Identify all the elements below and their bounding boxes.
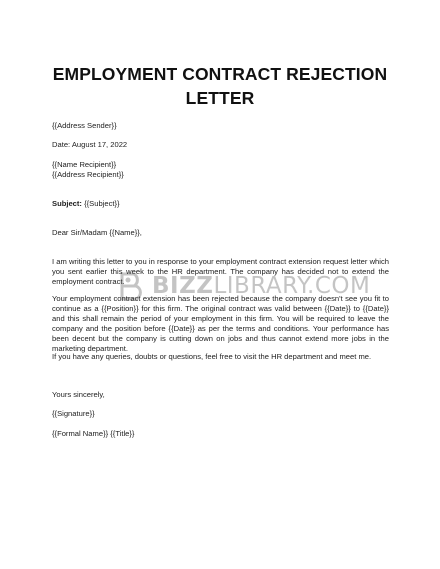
name-recipient: {{Name Recipient}} xyxy=(52,160,117,169)
closing: Yours sincerely, xyxy=(52,390,105,399)
address-recipient: {{Address Recipient}} xyxy=(52,170,124,179)
watermark-text xyxy=(152,271,370,301)
bizzlibrary-logo-icon xyxy=(118,271,148,301)
watermark-text-regular: LIBRARY.COM xyxy=(213,273,371,299)
paragraph-3: If you have any queries, doubts or questions, feel free to visit the HR department and meet me. xyxy=(52,352,372,361)
title-line-1: EMPLOYMENT CONTRACT REJECTION xyxy=(52,64,388,84)
watermark xyxy=(118,271,370,301)
subject-line xyxy=(52,199,120,209)
signature: {{Signature}} xyxy=(52,409,95,418)
title-line-2: LETTER xyxy=(185,88,255,108)
paragraph-1: I am writing this letter to you in response to your employment contract extension request letter which you sent earlier this week to the HR department. The company has decided not to extend the employment contract. xyxy=(52,257,389,286)
document-title xyxy=(40,62,400,110)
subject-label: Subject: xyxy=(52,199,82,208)
subject-value: {{Subject}} xyxy=(81,199,120,208)
salutation: Dear Sir/Madam {{Name}}, xyxy=(52,228,142,237)
paragraph-2: Your employment contract extension has been rejected because the company doesn't see you fit to continue as a {{Position}} for this firm. The original contract was valid between {{Date}} to {{Date}} and this shall remain the period of your employment in this firm. You will be required to leave the company and the position before {{Date}} as per the terms and conditions. Your performance has been decent but the company is cutting down on jobs and thus cannot extend more jobs in the marketing department. xyxy=(52,294,389,353)
date-line: Date: August 17, 2022 xyxy=(52,140,128,149)
formal-name-title: {{Formal Name}} {{Title}} xyxy=(52,429,135,438)
watermark-text-bold: BIZZ xyxy=(152,273,214,299)
address-sender: {{Address Sender}} xyxy=(52,121,117,130)
